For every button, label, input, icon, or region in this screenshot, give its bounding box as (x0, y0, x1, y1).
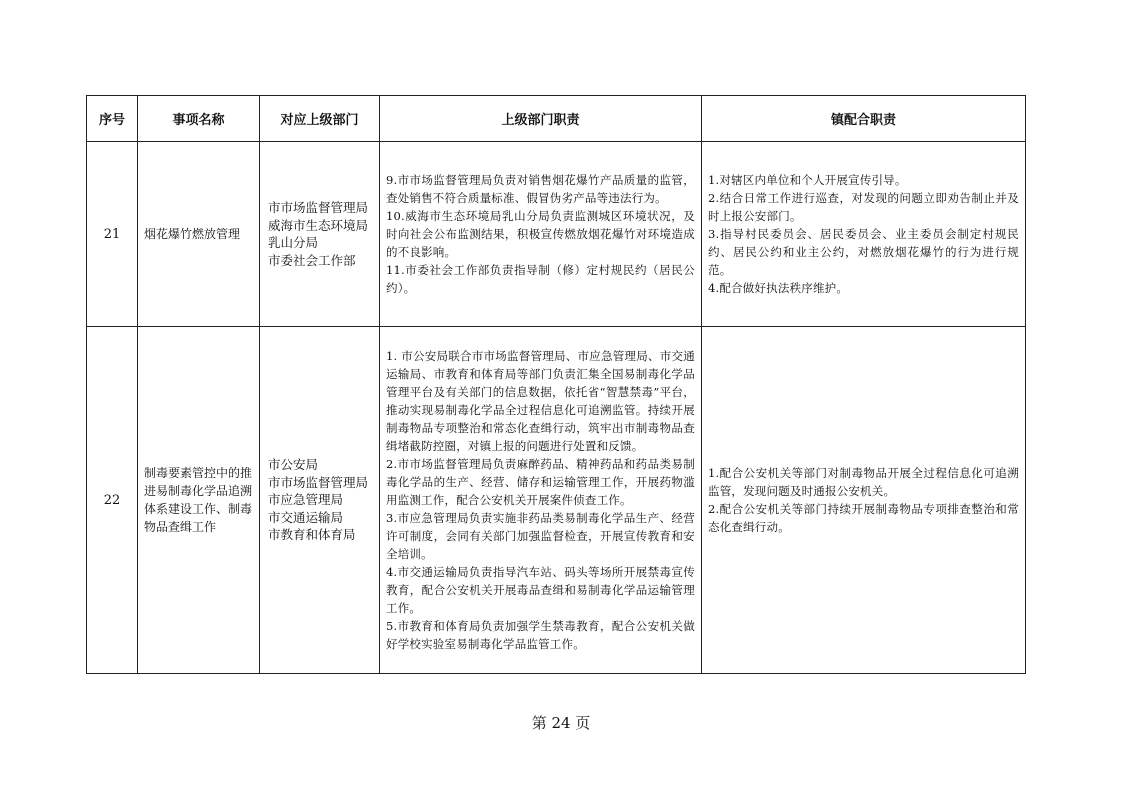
dept-item: 市交通运输局 (268, 509, 344, 525)
town-duties (702, 142, 1026, 327)
coop-item: 1.配合公安机关等部门对制毒物品开展全过程信息化可追溯监管，发现问题及时通报公安机关。 (708, 466, 1019, 498)
duty-item: 9.市市场监督管理局负责对销售烟花爆竹产品质量的监管，查处销售不符合质量标准、假冒伪劣产品等违法行为。 (386, 173, 695, 205)
duty-item: 4.市交通运输局负责指导汽车站、码头等场所开展禁毒宣传教育，配合公安机关开展毒品查缉和易制毒化学品运输管理工作。 (386, 565, 695, 615)
header-superior-duties: 上级部门职责 (380, 96, 702, 142)
coop-item: 2.配合公安机关等部门持续开展制毒物品专项排查整治和常态化查缉行动。 (708, 502, 1019, 534)
dept-item: 市教育和体育局 (268, 527, 356, 543)
superior-duties (380, 142, 702, 327)
coop-item: 4.配合做好执法秩序维护。 (708, 281, 849, 295)
header-item-name: 事项名称 (138, 96, 260, 142)
header-town-duties: 镇配合职责 (702, 96, 1026, 142)
duty-item: 10.威海市生态环境局乳山分局负责监测城区环境状况，及时向社会公布监测结果，积极宣传燃放烟花爆竹对环境造成的不良影响。 (386, 209, 695, 259)
duty-item: 1. 市公安局联合市市场监督管理局、市应急管理局、市交通运输局、市教育和体育局等部门负责汇集全国易制毒化学品管理平台及有关部门的信息数据，依托省“智慧禁毒”平台，推动实现易制毒化学品全过程信息化可追溯监管。持续开展制毒物品专项整治和常态化查缉行动，筑牢出市制毒物品查缉堵截防控圈，对镇上报的问题进行处置和反馈。 (386, 349, 695, 453)
item-name: 烟花爆竹燃放管理 (138, 142, 260, 327)
dept-item: 市委社会工作部 (268, 252, 356, 268)
responsibility-table (86, 95, 1026, 674)
duty-item: 3.市应急管理局负责实施非药品类易制毒化学品生产、经营许可制度，会同有关部门加强监督检查，开展宣传教育和安全培训。 (386, 511, 695, 561)
dept-item: 威海市生态环境局乳山分局 (268, 217, 369, 250)
coop-item: 3.指导村民委员会、居民委员会、业主委员会制定村规民约、居民公约和业主公约，对燃放烟花爆竹的行为进行规范。 (708, 227, 1019, 277)
row-number: 21 (87, 142, 138, 327)
table-row (87, 327, 1026, 674)
dept-list (260, 142, 380, 327)
header-serial: 序号 (87, 96, 138, 142)
coop-item: 1.对辖区内单位和个人开展宣传引导。 (708, 173, 907, 187)
header-row (87, 96, 1026, 142)
item-name: 制毒要素管控中的推进易制毒化学品追溯体系建设工作、制毒物品查缉工作 (138, 327, 260, 674)
coop-item: 2.结合日常工作进行巡查，对发现的问题立即劝告制止并及时上报公安部门。 (708, 191, 1019, 223)
dept-item: 市市场监督管理局 (268, 200, 369, 215)
row-number: 22 (87, 327, 138, 674)
duty-item: 5.市教育和体育局负责加强学生禁毒教育，配合公安机关做好学校实验室易制毒化学品监管工作。 (386, 619, 695, 651)
dept-item: 市公安局 (268, 457, 319, 473)
dept-item: 市市场监督管理局 (268, 474, 369, 490)
superior-duties (380, 327, 702, 674)
table-row (87, 142, 1026, 327)
duty-item: 11.市委社会工作部负责指导制（修）定村规民约（居民公约）。 (386, 263, 695, 295)
page-number: 第 24 页 (531, 714, 591, 732)
header-superior-dept: 对应上级部门 (260, 96, 380, 142)
dept-list (260, 327, 380, 674)
dept-item: 市应急管理局 (268, 492, 344, 508)
town-duties (702, 327, 1026, 674)
duty-item: 2.市市场监督管理局负责麻醉药品、精神药品和药品类易制毒化学品的生产、经营、储存和运输管理工作，开展药物滥用监测工作，配合公安机关开展案件侦查工作。 (386, 457, 695, 507)
